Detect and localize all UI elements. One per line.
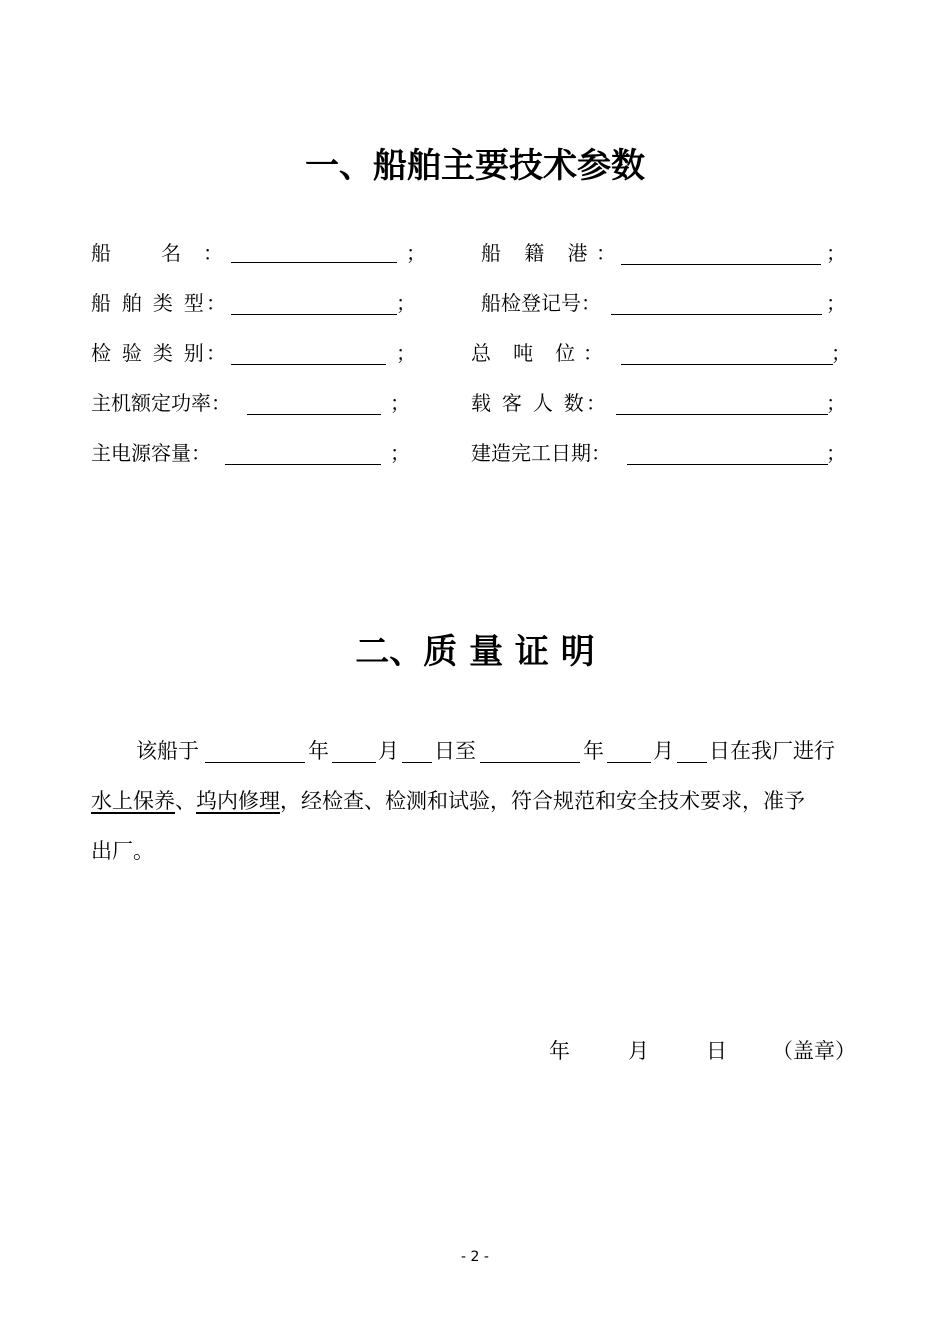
page-number: - 2 - <box>461 1249 489 1265</box>
start-day-field[interactable] <box>402 762 432 763</box>
para-day-to-text: 日至 <box>434 739 476 763</box>
seal-label: （盖章） <box>772 1039 856 1063</box>
para-month-text: 月 <box>378 739 399 763</box>
registry-port-field[interactable] <box>621 264 821 265</box>
label-ship-name: 船 名： <box>91 241 223 265</box>
start-month-field[interactable] <box>332 762 376 763</box>
para-month-text: 月 <box>653 739 674 763</box>
end-day-field[interactable] <box>677 762 707 763</box>
label-ship-type: 船 舶 类 型： <box>91 291 226 315</box>
para-rest-text: ，经检查、检测和试验，符合规范和安全技术要求，准予 <box>280 789 805 813</box>
label-build-completion-date: 建造完工日期： <box>471 441 611 465</box>
ship-type-field[interactable] <box>231 314 397 315</box>
label-gross-tonnage: 总 吨 位： <box>471 341 603 365</box>
signature-day: 日 <box>706 1039 727 1063</box>
label-registry-port: 船 籍 港： <box>481 241 616 265</box>
semicolon: ； <box>826 291 846 315</box>
start-year-field[interactable] <box>205 762 305 763</box>
build-completion-date-field[interactable] <box>627 464 828 465</box>
para-line-2 <box>91 788 805 814</box>
para-ship-text: 该船于 <box>136 739 199 763</box>
semicolon: ； <box>406 241 426 265</box>
label-main-power-capacity: 主电源容量： <box>91 441 211 465</box>
semicolon: ； <box>826 441 846 465</box>
semicolon: ； <box>396 341 416 365</box>
ship-name-field[interactable] <box>231 262 397 263</box>
para-separator: 、 <box>175 789 196 813</box>
maintenance-option-afloat[interactable]: 水上保养 <box>91 789 175 813</box>
end-month-field[interactable] <box>607 762 651 763</box>
semicolon: ； <box>826 391 846 415</box>
main-power-capacity-field[interactable] <box>225 464 381 465</box>
para-end-text: 出厂。 <box>91 839 154 863</box>
survey-reg-no-field[interactable] <box>611 314 822 315</box>
passenger-capacity-field[interactable] <box>616 414 828 415</box>
semicolon: ； <box>826 241 846 265</box>
maintenance-option-dock[interactable]: 坞内修理 <box>196 789 280 813</box>
semicolon: ； <box>390 441 410 465</box>
para-year-text: 年 <box>583 739 604 763</box>
signature-month: 月 <box>628 1039 649 1063</box>
label-survey-reg-no: 船检登记号： <box>481 291 601 315</box>
section1-title: 一、船舶主要技术参数 <box>305 146 645 186</box>
label-main-engine-power: 主机额定功率： <box>91 391 231 415</box>
signature-year: 年 <box>549 1039 570 1063</box>
gross-tonnage-field[interactable] <box>621 364 833 365</box>
semicolon: ； <box>396 291 416 315</box>
main-engine-power-field[interactable] <box>247 414 381 415</box>
section2-title: 二、质 量 证 明 <box>355 632 595 672</box>
inspection-type-field[interactable] <box>231 364 386 365</box>
semicolon: ； <box>390 391 410 415</box>
label-passenger-capacity: 载 客 人 数： <box>471 391 606 415</box>
end-year-field[interactable] <box>480 762 580 763</box>
para-day-tail-text: 日在我厂进行 <box>709 739 835 763</box>
semicolon: ； <box>831 341 851 365</box>
label-inspection-type: 检 验 类 别： <box>91 341 226 365</box>
para-year-text: 年 <box>308 739 329 763</box>
